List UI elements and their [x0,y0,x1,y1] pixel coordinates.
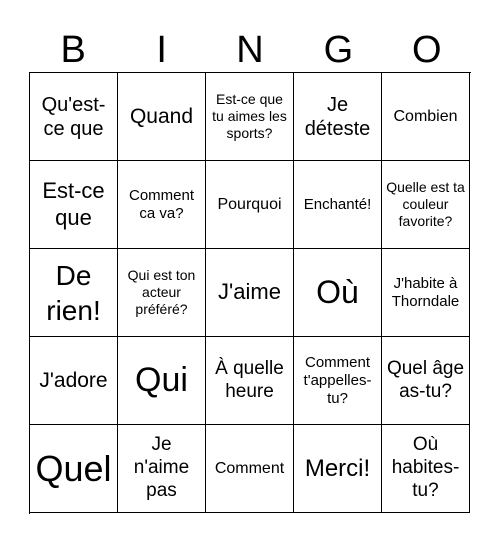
bingo-cell[interactable]: Est-ce que tu aimes les sports? [206,73,294,161]
header-letter-i: I [156,29,167,71]
bingo-cell[interactable]: Comment t'appelles-tu? [294,337,382,425]
bingo-cell[interactable]: De rien! [30,249,118,337]
header-letter-o: O [412,29,442,71]
header-letter-b: B [60,29,86,71]
bingo-cell[interactable]: J'adore [30,337,118,425]
bingo-cell[interactable]: Quand [118,73,206,161]
bingo-cell[interactable]: Où [294,249,382,337]
bingo-cell[interactable]: Qu'est-ce que [30,73,118,161]
bingo-cell[interactable]: Quel âge as-tu? [382,337,470,425]
bingo-cell[interactable]: Je n'aime pas [118,425,206,513]
bingo-cell[interactable]: Combien [382,73,470,161]
bingo-header [29,28,471,72]
bingo-cell[interactable]: Je déteste [294,73,382,161]
bingo-cell[interactable]: Comment ca va? [118,161,206,249]
bingo-cell[interactable]: Qui [118,337,206,425]
bingo-cell[interactable]: Comment [206,425,294,513]
bingo-card [29,72,471,514]
bingo-cell[interactable]: J'habite à Thorndale [382,249,470,337]
bingo-cell[interactable]: J'aime [206,249,294,337]
bingo-cell[interactable]: Quelle est ta couleur favorite? [382,161,470,249]
bingo-cell[interactable]: Quel [30,425,118,513]
bingo-cell[interactable]: Enchanté! [294,161,382,249]
header-letter-n: N [236,29,264,71]
bingo-cell[interactable]: À quelle heure [206,337,294,425]
bingo-cell[interactable]: Est-ce que [30,161,118,249]
bingo-cell[interactable]: Pourquoi [206,161,294,249]
bingo-cell[interactable]: Où habites-tu? [382,425,470,513]
bingo-cell[interactable]: Qui est ton acteur préféré? [118,249,206,337]
header-letter-g: G [323,29,354,71]
bingo-cell[interactable]: Merci! [294,425,382,513]
